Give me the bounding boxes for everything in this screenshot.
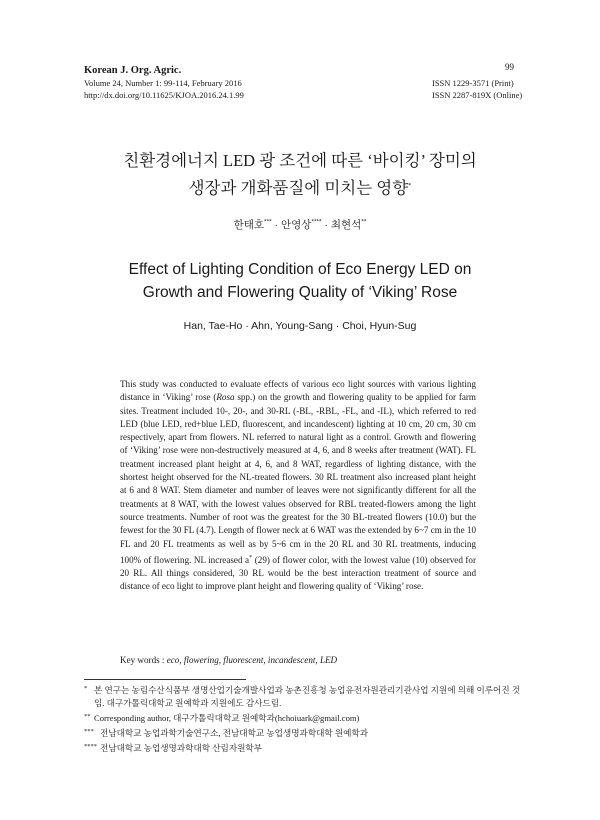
journal-name: Korean J. Org. Agric. bbox=[84, 65, 182, 76]
footnote-mark: ** bbox=[84, 713, 91, 720]
author-separator: · bbox=[271, 219, 281, 231]
author-separator: · bbox=[321, 219, 331, 231]
korean-title-line2 bbox=[70, 173, 530, 201]
abstract bbox=[120, 378, 476, 594]
footnote-text: Corresponding author, 대구가톨릭대학교 원예학과(hchoiuark@gmail.com) bbox=[94, 713, 360, 723]
keywords-terms: eco, flowering, fluorescent, incandescent, LED bbox=[166, 655, 338, 665]
footnote-text: 전남대학교 농업과학기술연구소, 전남대학교 농업생명과학대학 원예학과 bbox=[100, 728, 369, 738]
journal-header-left bbox=[84, 64, 244, 101]
footnote-text: 본 연구는 농림수산식품부 생명산업기술개발사업과 농촌진흥청 농업유전자원관리기관사업 지원에 의해 이루어진 것임. 대구가톨릭대학교 원예학과 지원에도 감사드림. bbox=[94, 685, 521, 708]
korean-author-3: 최현석 bbox=[330, 219, 362, 231]
keywords bbox=[120, 655, 476, 665]
footnote-funding bbox=[84, 684, 524, 710]
journal-header-right bbox=[432, 78, 522, 101]
footnotes bbox=[84, 684, 524, 757]
abstract-part-2: spp.) on the growth and flowering quality to be applied for farm sites. Treatment included 10-, 20-, and 30-RL (-BL, -RBL, -FL, and -IL), which referred to red LED (blue LED, red+blue LED, fluorescent, and incandescent) lighting at 10 cm, 20 cm, 30 cm respectively, apart from flowers. NL referred to natural light as a control. Growth and flowering of ‘Viking’ rose were non-destructively measured at 4, 6, and 8 weeks after treatment (WAT). FL treatment increased plant height at 4, 6, and 8 WAT, regardless of lighting distance, with the shortest height observed for the NL-treated flowers. 30 RL treatment also increased plant height at 6 and 8 WAT. Stem diameter and number of leaves were not significantly different for all the treatments at 8 WAT, with the lowest values observed for RBL treated-flowers among the light source treatments. Number of root was the greatest for the 30 BL-treated flowers (10.0) but the fewest for the 30 FL (4.7). Length of flower neck at 6 WAT was the extended by 6~7 cm in the 10 FL and 20 FL treatments as well as by 5~6 cm in the 20 RL and 30 RL treatments, inducing 100% of flowering. NL increased a bbox=[120, 392, 476, 565]
footnote-mark: *** bbox=[84, 728, 94, 735]
korean-title bbox=[70, 148, 530, 201]
footnote-mark: * bbox=[84, 685, 88, 692]
korean-author-3-mark: ** bbox=[361, 218, 367, 226]
species-name: Rosa bbox=[216, 392, 235, 403]
english-title-line2: Growth and Flowering Quality of ‘Viking’ Rose bbox=[142, 284, 458, 301]
footnote-mark: **** bbox=[84, 743, 97, 750]
english-title bbox=[60, 258, 540, 304]
abstract-part-1: This study was conducted to evaluate effects of various eco light sources with various lighting distance in ‘Viking’ rose ( bbox=[120, 379, 476, 403]
footnote-affiliation-2 bbox=[84, 742, 524, 755]
footnote-affiliation-1 bbox=[84, 727, 524, 740]
volume-info: Volume 24, Number 1: 99-114, February 2016 bbox=[84, 78, 242, 88]
issn-online: ISSN 2287-819X (Online) bbox=[432, 89, 523, 100]
abstract-part-3: (29) of flower color, with the lowest value (10) observed for 20 RL. All things considered, 30 RL would be the best interaction treatment of source and distance of eco light to improve plant height and flowering quality of ‘Viking’ rose. bbox=[120, 554, 476, 592]
footnote-corresponding bbox=[84, 712, 524, 725]
a-star-mark: * bbox=[249, 553, 253, 561]
korean-author-1-mark: *** bbox=[264, 218, 272, 226]
footnote-text: 전남대학교 농업생명과학대학 산림자원학부 bbox=[100, 743, 263, 753]
korean-title-line1: 친환경에너지 LED 광 조건에 따른 ‘바이킹’ 장미의 bbox=[123, 151, 477, 170]
issn-print: ISSN 1229-3571 (Print) bbox=[432, 78, 514, 88]
korean-title-line2-text: 생장과 개화품질에 미치는 영향 bbox=[188, 178, 409, 198]
korean-authors bbox=[70, 217, 530, 232]
korean-author-2: 안영상 bbox=[280, 219, 312, 231]
english-title-line1: Effect of Lighting Condition of Eco Energy LED on bbox=[128, 261, 472, 278]
footnote-divider bbox=[84, 679, 246, 680]
korean-author-1: 한태호 bbox=[233, 219, 265, 231]
korean-author-2-mark: **** bbox=[311, 218, 322, 226]
english-authors: Han, Tae-Ho · Ahn, Young-Sang · Choi, Hyun-Sug bbox=[183, 320, 417, 332]
doi-link[interactable]: http://dx.doi.org/10.11625/KJOA.2016.24.1.99 bbox=[84, 89, 244, 100]
page-number: 99 bbox=[505, 62, 514, 72]
title-footnote-mark: * bbox=[408, 182, 412, 189]
keywords-label: Key words : bbox=[120, 655, 167, 665]
